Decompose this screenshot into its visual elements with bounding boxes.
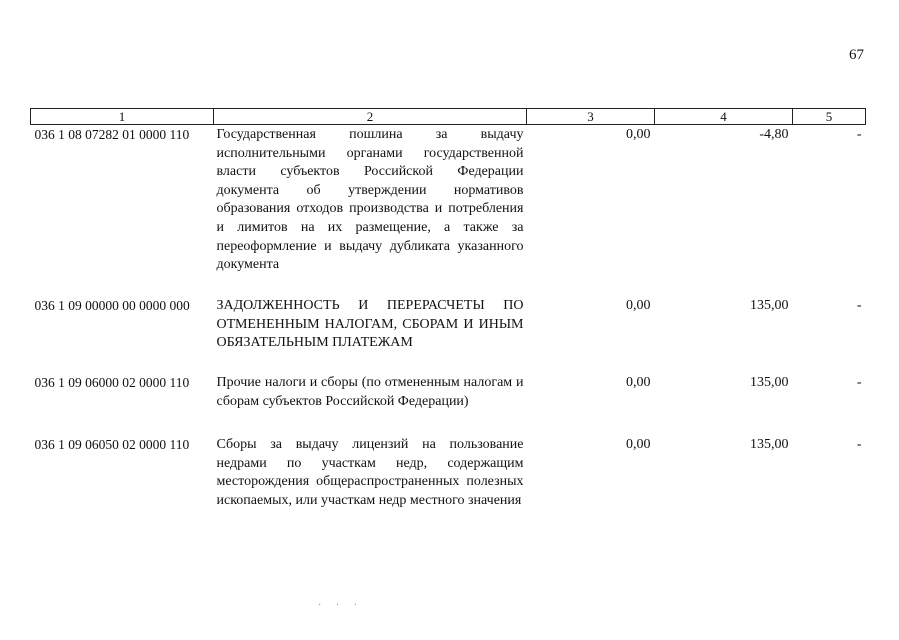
header-col-4: 4 [655, 109, 793, 125]
row-col4-value: 135,00 [750, 375, 789, 390]
table-row [31, 125, 866, 297]
row-name: Прочие налоги и сборы (по отмененным налогам и сборам субъектов Российской Федерации) [216, 375, 524, 409]
header-col-3: 3 [527, 109, 655, 125]
page-number: 67 [849, 47, 864, 63]
table-row [31, 373, 866, 435]
budget-table [30, 108, 866, 526]
row-col5-value: - [856, 298, 862, 313]
row-col4-value: 135,00 [750, 437, 789, 452]
row-col4-value: 135,00 [750, 298, 789, 313]
table-header [31, 109, 866, 125]
row-col3-value: 0,00 [626, 375, 651, 390]
row-col3-value: 0,00 [626, 298, 651, 313]
row-col5-value: - [856, 127, 862, 142]
row-col3-value: 0,00 [626, 437, 651, 452]
row-col5-value: - [856, 375, 862, 390]
table-row [31, 296, 866, 373]
header-col-1: 1 [31, 109, 214, 125]
row-col4-value: -4,80 [759, 127, 789, 142]
row-col5-value: - [856, 437, 862, 452]
row-name: Сборы за выдачу лицензий на пользование недрами по участкам недр, содержащим месторождения общераспространенных полезных ископаемых, или участкам недр местного значения [216, 437, 524, 508]
header-col-5: 5 [793, 109, 866, 125]
header-row [31, 109, 866, 125]
scan-specks: · · · [318, 600, 363, 611]
row-name: ЗАДОЛЖЕННОСТЬ И ПЕРЕРАСЧЕТЫ ПО ОТМЕНЕННЫМ НАЛОГАМ, СБОРАМ И ИНЫМ ОБЯЗАТЕЛЬНЫМ ПЛАТЕЖАМ [216, 298, 524, 351]
table-body [31, 125, 866, 527]
table-row [31, 435, 866, 526]
row-col3-value: 0,00 [626, 127, 651, 142]
row-code: 036 1 09 00000 00 0000 000 [34, 298, 190, 313]
row-code: 036 1 08 07282 01 0000 110 [34, 127, 190, 142]
row-name: Государственная пошлина за выдачу исполнительными органами государственной власти субъектов Российской Федерации документа об утверждении нормативов образования отходов производства и потребления и лимитов на их размещение, а также за переоформление и выдачу дубликата указанного документа [216, 127, 524, 273]
row-code: 036 1 09 06000 02 0000 110 [34, 375, 190, 390]
row-code: 036 1 09 06050 02 0000 110 [34, 437, 190, 452]
header-col-2: 2 [214, 109, 527, 125]
